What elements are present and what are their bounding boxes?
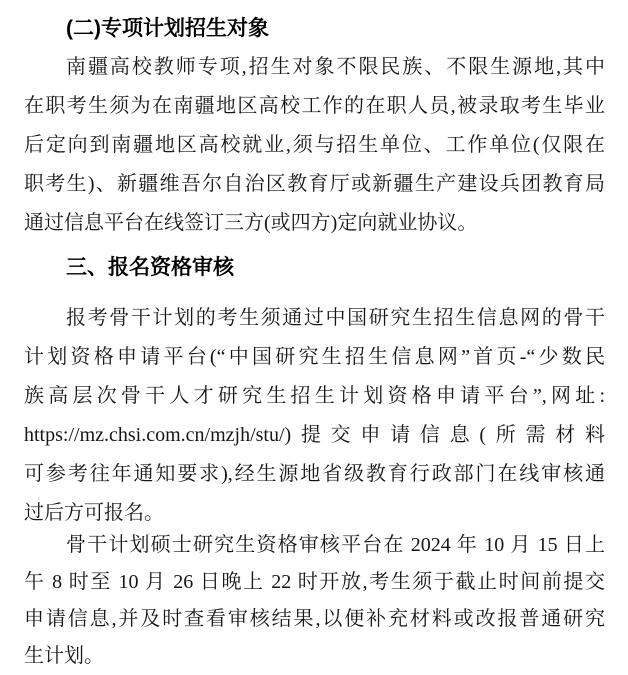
text-line: 申请信息,并及时查看审核结果,以便补充材料或改报普通研究 — [24, 608, 605, 630]
text-line: 骨干计划硕士研究生资格审核平台在 2024 年 10 月 15 日上 — [66, 534, 605, 556]
text-line: 计划资格申请平台(“中国研究生招生信息网”首页-“少数民 — [24, 346, 605, 368]
text-line: 职考生)、新疆维吾尔自治区教育厅或新疆生产建设兵团教育局 — [24, 173, 605, 195]
heading-registration-qualification-review: 三、报名资格审核 — [66, 256, 234, 279]
heading-special-plan-targets: (二)专项计划招生对象 — [66, 17, 269, 40]
text-line: 在职考生须为在南疆地区高校工作的在职人员,被录取考生毕业 — [24, 95, 605, 117]
paragraph-nanjiang-teachers-plan — [24, 48, 605, 243]
text-line: 可参考往年通知要求),经生源地省级教育行政部门在线审核通 — [24, 463, 605, 485]
text-line: 生计划。 — [24, 645, 104, 667]
text-line: 后定向到南疆地区高校就业,须与招生单位、工作单位(仅限在 — [24, 134, 605, 156]
paragraph-application-platform — [24, 299, 605, 533]
text-line: 族高层次骨干人才研究生招生计划资格申请平台”,网址: — [24, 385, 605, 407]
paragraph-review-platform-schedule — [24, 527, 605, 675]
text-line-with-url: https://mz.chsi.com.cn/mzjh/stu/)提交申请信息(所需材料 — [24, 424, 605, 446]
text-line: 南疆高校教师专项,招生对象不限民族、不限生源地,其中 — [66, 56, 605, 78]
text-line: 午 8 时至 10 月 26 日晚上 22 时开放,考生须于截止时间前提交 — [24, 571, 605, 593]
text-line: 过后方可报名。 — [24, 502, 164, 524]
text-line: 报考骨干计划的考生须通过中国研究生招生信息网的骨干 — [66, 307, 605, 329]
text-line: 通过信息平台在线签订三方(或四方)定向就业协议。 — [24, 212, 478, 234]
